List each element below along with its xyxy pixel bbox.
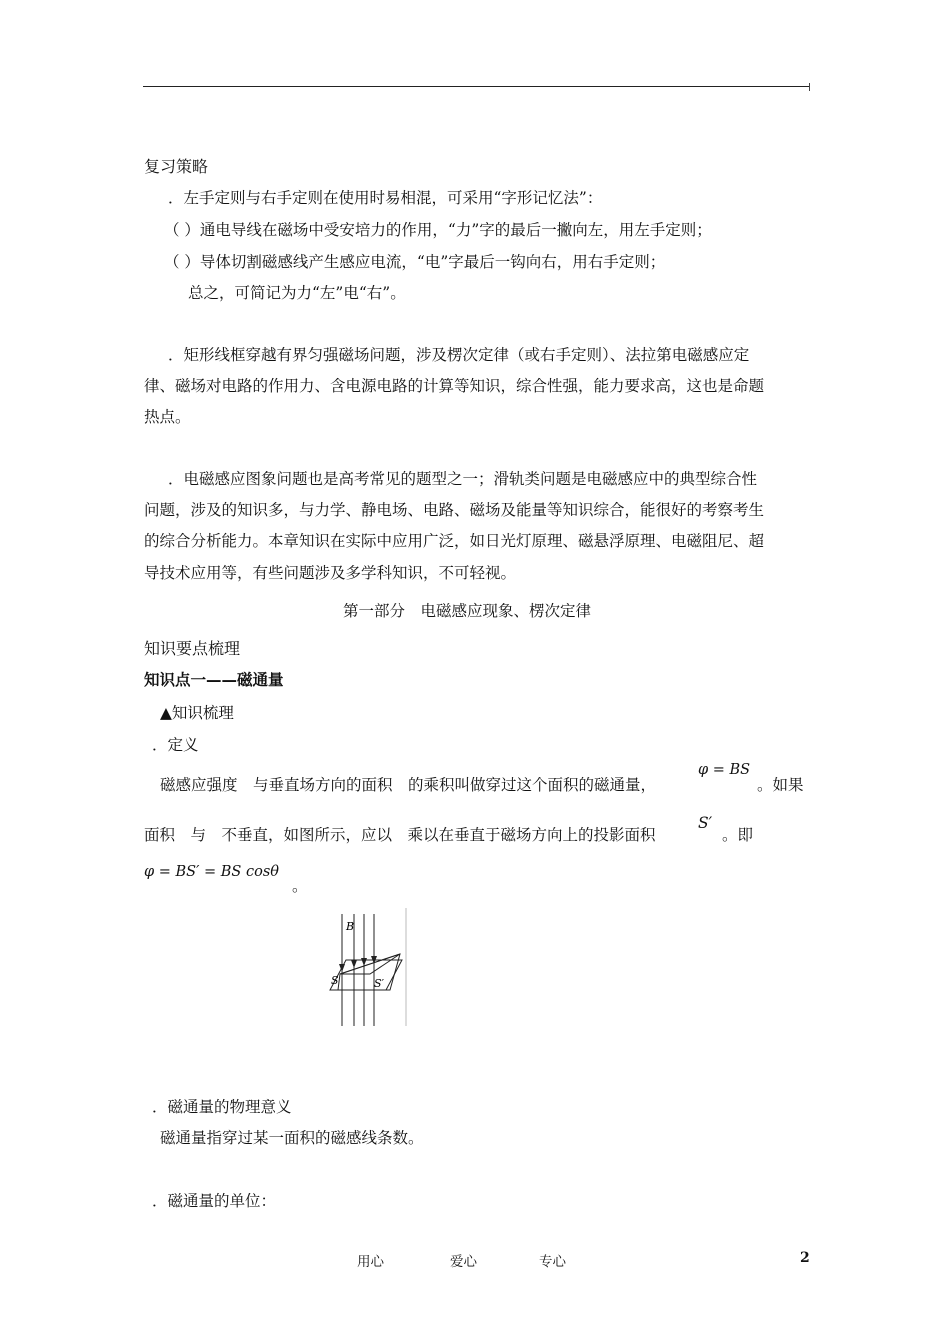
point-1-heading: 知识点一——磁通量 — [144, 671, 284, 689]
footer-aixin: 爱心 — [450, 1254, 477, 1270]
triangle-heading: ▲知识梳理 — [160, 704, 234, 722]
strategy-item-3-line-1: ．电磁感应图象问题也是高考常见的题型之一；滑轨类问题是电磁感应中的典型综合性 — [168, 470, 758, 488]
footer-zhuanxin: 专心 — [539, 1254, 566, 1270]
header-rule — [143, 86, 810, 87]
meaning-label: ．磁通量的物理意义 — [152, 1098, 292, 1116]
strategy-item-1a: （ ）通电导线在磁场中受安培力的作用，“力”字的最后一撇向左，用左手定则； — [164, 221, 712, 239]
definition-line-2-end: 。即 — [722, 826, 754, 844]
formula-phi-bs-cos: φ = BS′ = BS cosθ — [144, 864, 279, 880]
figure-label-s: S — [331, 974, 339, 987]
formula-2-end: 。 — [292, 877, 308, 895]
figure-label-b: B — [346, 920, 355, 933]
figure-label-s-prime: S′ — [374, 977, 385, 990]
formula-phi-bs: φ = BS — [698, 762, 751, 778]
knowledge-heading: 知识要点梳理 — [144, 639, 241, 658]
tilted-plane-outline — [338, 954, 400, 990]
strategy-item-1: ．左手定则与右手定则在使用时易相混，可采用“字形记忆法”： — [168, 189, 603, 207]
footer-yongxin: 用心 — [357, 1254, 384, 1270]
strategy-item-2-line-1: ．矩形线框穿越有界匀强磁场问题，涉及楞次定律（或右手定则）、法拉第电磁感应定 — [168, 346, 750, 364]
strategy-item-2-line-3: 热点。 — [144, 408, 191, 426]
header-tick — [809, 83, 810, 91]
strategy-item-3-line-3: 的综合分析能力。本章知识在实际中应用广泛，如日光灯原理、磁悬浮原理、电磁阻尼、超 — [144, 532, 765, 550]
s-prime-symbol: S′ — [698, 814, 713, 832]
strategy-item-3-line-2: 问题，涉及的知识多，与力学、静电场、电路、磁场及能量等知识综合，能很好的考察考生 — [144, 501, 765, 519]
section-title: 复习策略 — [144, 157, 209, 176]
strategy-item-2-line-2: 律、磁场对电路的作用力、含电源电路的计算等知识，综合性强，能力要求高，这也是命题 — [144, 377, 765, 395]
part-title: 第一部分 电磁感应现象、楞次定律 — [343, 602, 592, 620]
definition-line-2: 面积 与 不垂直，如图所示，应以 乘以在垂直于磁场方向上的投影面积 — [144, 826, 656, 844]
strategy-summary: 总之，可简记为力“左”电“右”。 — [188, 284, 406, 302]
definition-line-1-end: 。如果 — [757, 776, 804, 794]
definition-label: ．定义 — [152, 736, 199, 754]
strategy-item-1b: （ ）导体切割磁感线产生感应电流，“电”字最后一钩向右，用右手定则； — [164, 253, 666, 271]
flux-figure — [320, 908, 410, 1030]
page-number: 2 — [800, 1250, 810, 1266]
definition-line-1: 磁感应强度 与垂直场方向的面积 的乘积叫做穿过这个面积的磁通量， — [160, 776, 657, 794]
unit-label: ．磁通量的单位： — [152, 1192, 277, 1210]
strategy-item-3-line-4: 导技术应用等，有些问题涉及多学科知识，不可轻视。 — [144, 564, 517, 582]
arrow-2 — [351, 960, 357, 968]
meaning-text: 磁通量指穿过某一面积的磁感线条数。 — [160, 1129, 424, 1147]
